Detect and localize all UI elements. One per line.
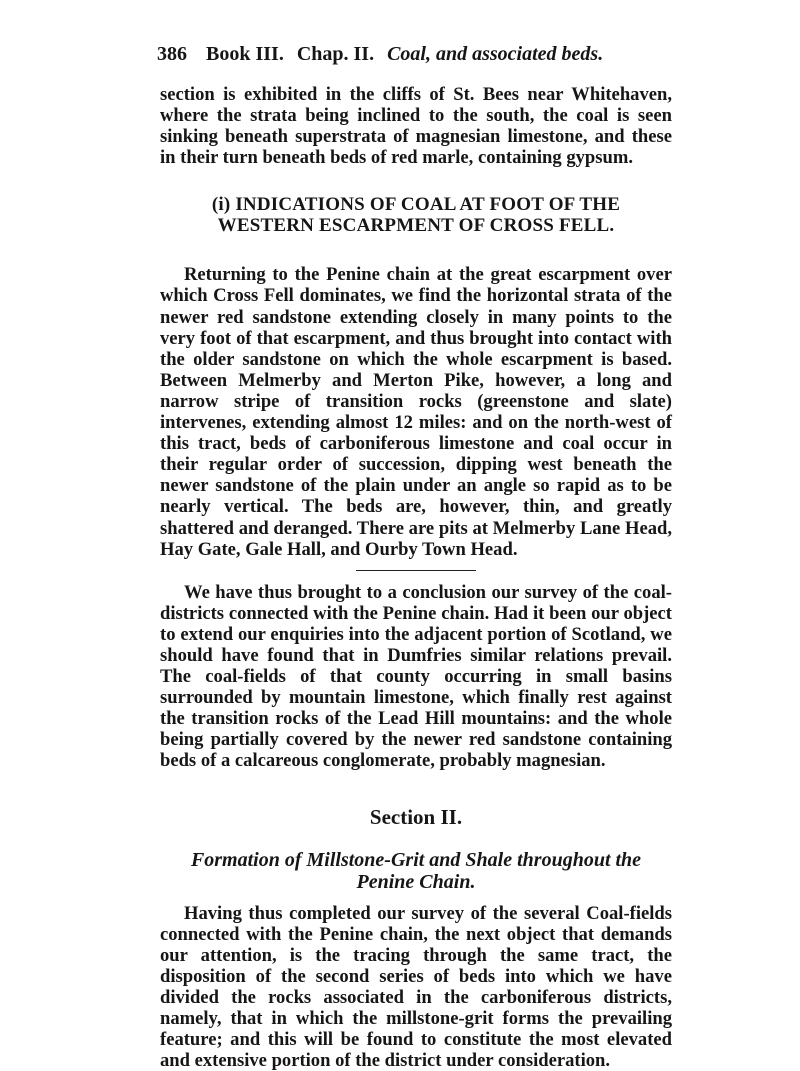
section-title-line-2: Penine Chain. (356, 870, 476, 893)
subsection-heading-line-2: WESTERN ESCARPMENT OF CROSS FELL. (217, 215, 615, 237)
section-title-line-1: Formation of Millstone-Grit and Shale throughout the (190, 848, 642, 871)
running-title: Coal, and associated beds. (387, 43, 604, 65)
section-title (160, 849, 672, 893)
subsection-heading-line-1: (i) INDICATIONS OF COAL AT FOOT OF THE (211, 194, 621, 216)
intro-paragraph: section is exhibited in the cliffs of St. Bees near Whitehaven, where the strata being inclined to the south, the coal is seen sinking beneath superstrata of magnesian limestone, and these in their turn beneath beds of red marle, containing gypsum. (160, 84, 672, 169)
subsection-heading (160, 194, 672, 236)
running-header (157, 42, 677, 66)
page-body (160, 84, 672, 1071)
cross-fell-paragraph: Returning to the Penine chain at the great escarpment over which Cross Fell dominates, we find the horizontal strata of the newer red sandstone extending closely in many points to the very foot of that escarpment, and thus brought into contact with the older sandstone on which the whole escarpment is based. Between Melmerby and Merton Pike, however, a long and narrow stripe of transition rocks (greenstone and slate) intervenes, extending almost 12 miles: and on the north-west of this tract, beds of carboniferous limestone and coal occur in their regular order of succession, dipping west beneath the newer sandstone of the plain under an angle so rapid as to be nearly vertical. The beds are, however, thin, and greatly shattered and deranged. There are pits at Melmerby Lane Head, Hay Gate, Gale Hall, and Ourby Town Head. (160, 264, 672, 560)
book-label: Book III. (206, 43, 284, 65)
section-divider (356, 570, 476, 571)
conclusion-paragraph: We have thus brought to a conclusion our survey of the coal-districts connected with the Penine chain. Had it been our object to extend our enquiries into the adjacent portion of Scotland, we should have found that in Dumfries similar relations prevail. The coal-fields of that county occurring in small basins surrounded by mountain limestone, which finally rest against the transition rocks of the Lead Hill mountains: and the whole being partially covered by the newer red sandstone containing beds of a calcareous conglomerate, probably magnesian. (160, 581, 672, 772)
section-heading: Section II. (369, 804, 463, 829)
chapter-label: Chap. II. (296, 43, 375, 65)
millstone-paragraph: Having thus completed our survey of the several Coal-fields connected with the Penine chain, the next object that demands our attention, is the tracing through the same tract, the disposition of the second series of beds into which we have divided the rocks associated in the carboniferous districts, namely, that in which the millstone-grit forms the prevailing feature; and this will be found to constitute the most elevated and extensive portion of the district under consideration. (160, 902, 672, 1071)
page-number: 386 (157, 43, 187, 65)
